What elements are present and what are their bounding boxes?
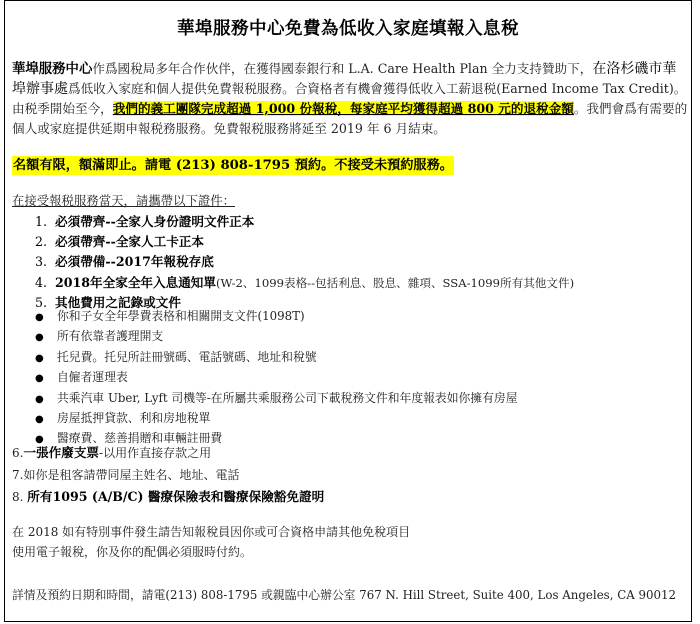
intro-text-a: 作爲國稅局多年合作伙伴，在獲得國泰銀行和 L.A. Care Health Plan 全力支持贊助下，: [92, 61, 593, 76]
bullet-icon: ●: [35, 373, 44, 385]
intro-text-c: 爲低收入家庭和個人提供免費報税服務。合資格者有機會獲得低收入工薪退税(Earned Income Tax Credit)。由税季開始至今，: [12, 81, 687, 116]
intro-text-d: 。我們會爲有需要的個人或家庭提供延期申報税務服務。免費報税服務將延至 2019 年 6 月結束。: [12, 101, 688, 136]
contact-footer: 詳情及預約日期和時間，請電(213) 808-1795 或親臨中心辦公室 767 N. Hill Street, Suite 400, Los Angeles, CA 90012: [12, 588, 677, 602]
list-item: 5. 其他費用之記錄或文件: [35, 294, 181, 310]
list-item: 8. 所有1095 (A/B/C) 醫療保險表和醫療保險豁免證明: [12, 489, 325, 505]
list-item: ● 房屋抵押貸款、利和房地稅單: [35, 409, 518, 429]
flyer-page: [4, 0, 692, 622]
bullet-icon: ●: [35, 434, 44, 446]
list-item: ● 你和子女全年學費表格和相關開支文件(1098T): [35, 307, 518, 327]
required-documents-list: [35, 212, 574, 313]
flyer-title: 華埠服務中心免費為低收入家庭填報入息稅: [177, 19, 519, 39]
list-item: 6.一張作廢支票-以用作直接存款之用: [12, 445, 212, 460]
bullet-icon: ●: [35, 393, 44, 405]
list-item: ● 自僱者運理表: [35, 368, 518, 388]
limited-notice: 名額有限，額滿即止。請電 (213) 808-1795 預約。不接受未預約服務。: [13, 158, 453, 173]
list-item: 3. 必須帶備--2017年報稅存底: [35, 254, 214, 270]
list-item: 4. 2018年全家全年入息通知單(W-2、1099表格--包括利息、股息、雜項、SSA-1099所有其他文件): [35, 274, 575, 290]
list-item: ● 共乘汽車 Uber, Lyft 司機等-在所屬共乘服務公司下載稅務文件和年度報表如你擁有房屋: [35, 389, 518, 409]
other-expenses-list: [35, 307, 518, 450]
org-name: 華埠服務中心: [12, 61, 93, 77]
bullet-icon: ●: [35, 414, 44, 426]
additional-items-list: [12, 442, 324, 509]
bullet-icon: ●: [35, 352, 44, 364]
bullet-icon: ●: [35, 332, 44, 344]
bullet-icon: ●: [35, 312, 44, 323]
note-line: 在 2018 如有特別事件發生請告知報稅員因你或可合資格申請其他免稅項目: [12, 525, 411, 539]
refund-highlight: 我們的義工團隊完成超過 1,000 份報稅，每家庭平均獲得超過 800 元的退稅金額: [112, 101, 574, 116]
list-item: ● 醫療費、慈善捐贈和車輛註冊費: [35, 429, 518, 449]
list-item: ● 托兒費。托兒所註冊號碼、電話號碼、地址和稅號: [35, 348, 518, 368]
list-item: ● 所有依靠者護理開支: [35, 327, 518, 347]
list-item: 7.如你是租客請帶同屋主姓名、地址、電話: [12, 468, 240, 483]
intro-paragraph: [12, 59, 688, 139]
list-item: 2. 必須帶齊--全家人工卡正本: [35, 234, 204, 250]
documents-heading: 在接受報税服務當天，請攜帶以下證件：: [12, 193, 236, 208]
special-events-note: [12, 523, 410, 562]
list-item: 1. 必須帶齊--全家人身份證明文件正本: [35, 214, 255, 229]
intro-text-b: 在洛杉磯市華埠辦事處: [12, 61, 677, 97]
note-line: 使用電子報稅，你及你的配偶必須服時付約。: [12, 544, 253, 559]
